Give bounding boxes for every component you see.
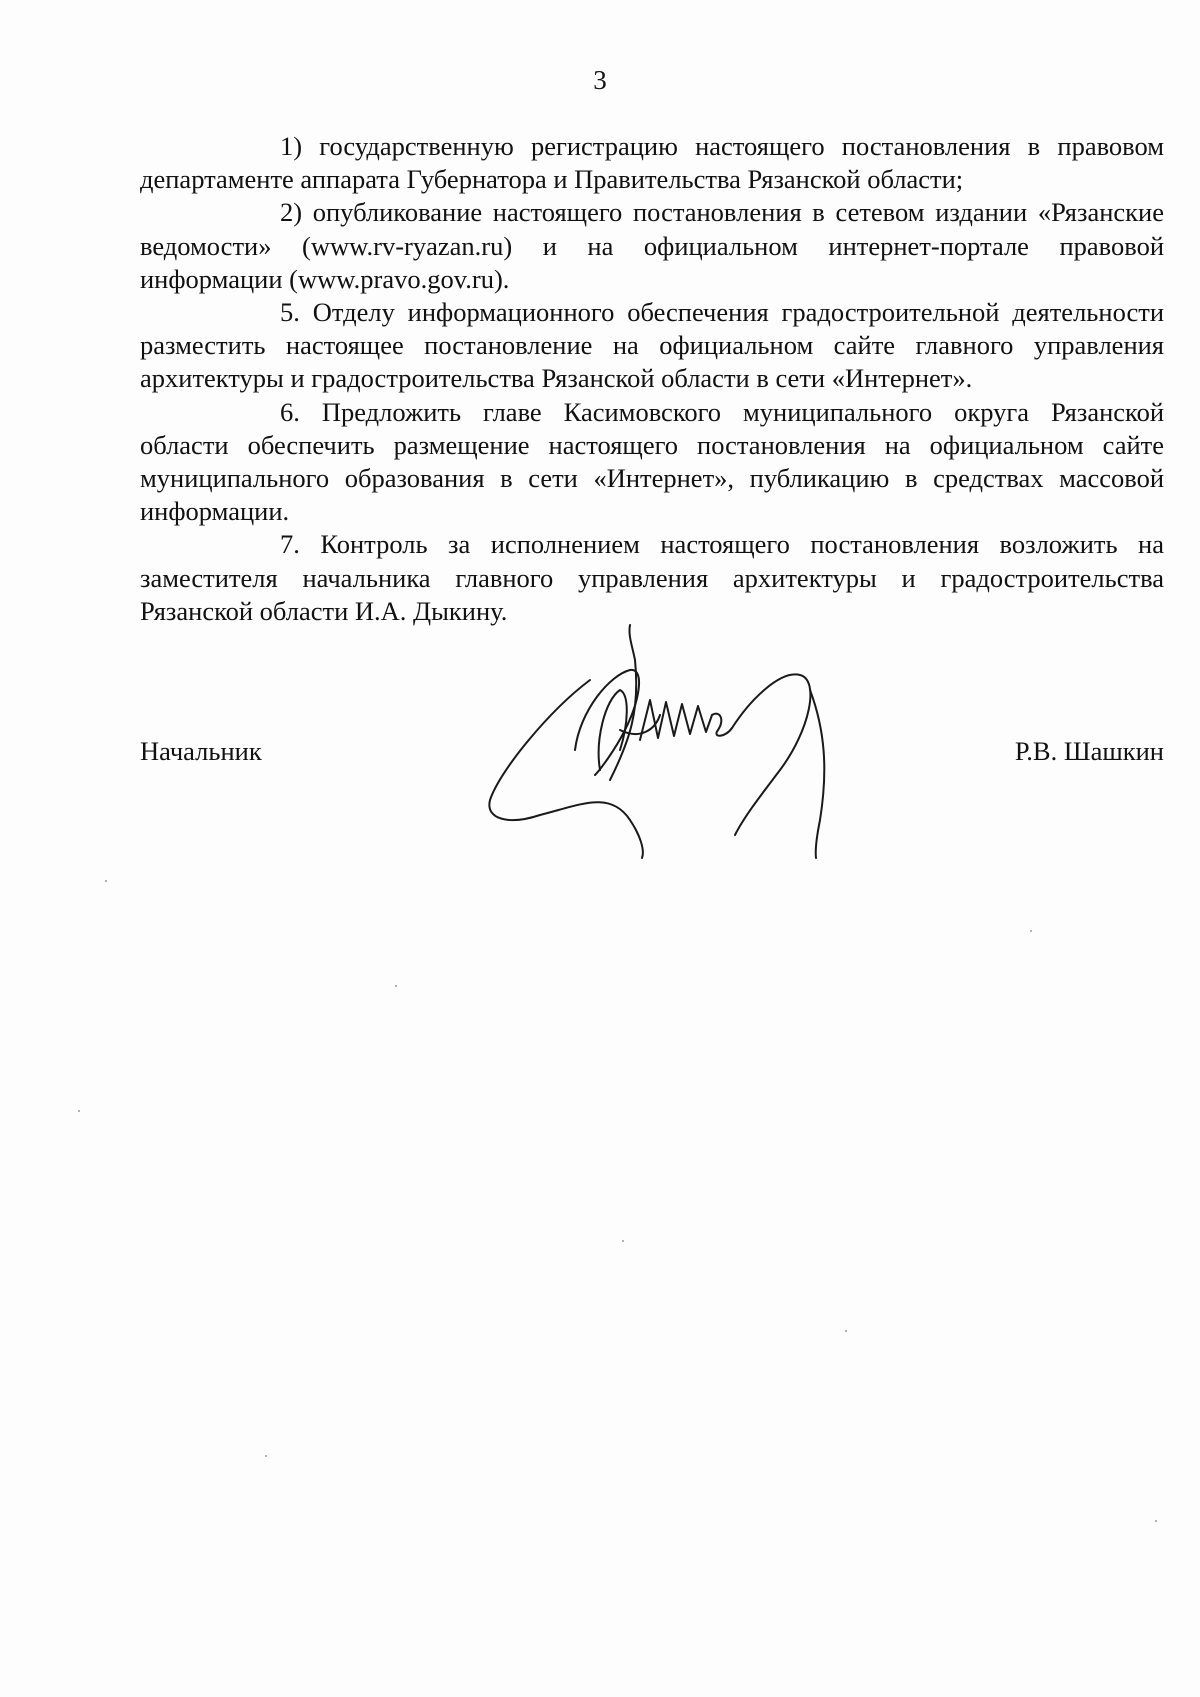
- scan-speck: [78, 1110, 80, 1112]
- paragraph-number: 6.: [280, 396, 300, 427]
- paragraph-text: Предложить главе Касимовского муниципального округа Рязанской области обеспечить размещение настоящего постановления на официальном сайте муниципального образования в сети «Интернет», публикацию в средствах массовой информации.: [140, 396, 1165, 527]
- paragraph-text: Контроль за исполнением настоящего постановления возложить на заместителя начальника главного управления архитектуры и градостроительства Рязанской области И.А. Дыкину.: [140, 529, 1165, 626]
- paragraph-number: 5.: [280, 297, 300, 328]
- page-number: 3: [593, 65, 607, 95]
- paragraph-6: [140, 396, 1164, 529]
- paragraph-1: [140, 130, 1164, 196]
- scan-speck: [395, 985, 397, 987]
- document-body: [140, 130, 1164, 628]
- scan-speck: [845, 1330, 847, 1332]
- signatory-name: Р.В. Шашкин: [1014, 736, 1164, 766]
- scan-speck: [105, 880, 107, 882]
- scan-speck: [1030, 930, 1032, 932]
- signatory-title: Начальник: [140, 736, 262, 766]
- scan-speck: [265, 1455, 267, 1457]
- paragraph-5: [140, 296, 1164, 396]
- scan-speck: [622, 1240, 624, 1242]
- paragraph-number: 2): [280, 197, 303, 228]
- paragraph-2: [140, 196, 1164, 296]
- paragraph-7: [140, 528, 1164, 628]
- paragraph-number: 7.: [280, 529, 300, 560]
- paragraph-number: 1): [280, 131, 303, 161]
- paragraph-text: опубликование настоящего постановления в сетевом издании «Рязанские ведомости» (www.rv-ryazan.ru) и на официальном интернет-портале правовой информации (www.pravo.gov.ru).: [140, 197, 1164, 294]
- handwritten-signature: [480, 620, 900, 860]
- scan-speck: [1155, 1520, 1157, 1522]
- paragraph-text: государственную регистрацию настоящего постановления в правовом департаменте аппарата Губернатора и Правительства Рязанской области;: [140, 131, 1165, 195]
- paragraph-text: Отделу информационного обеспечения градостроительной деятельности разместить настоящее постановление на официальном сайте главного управления архитектуры и градостроительства Рязанской области в сети «Интернет».: [140, 297, 1164, 394]
